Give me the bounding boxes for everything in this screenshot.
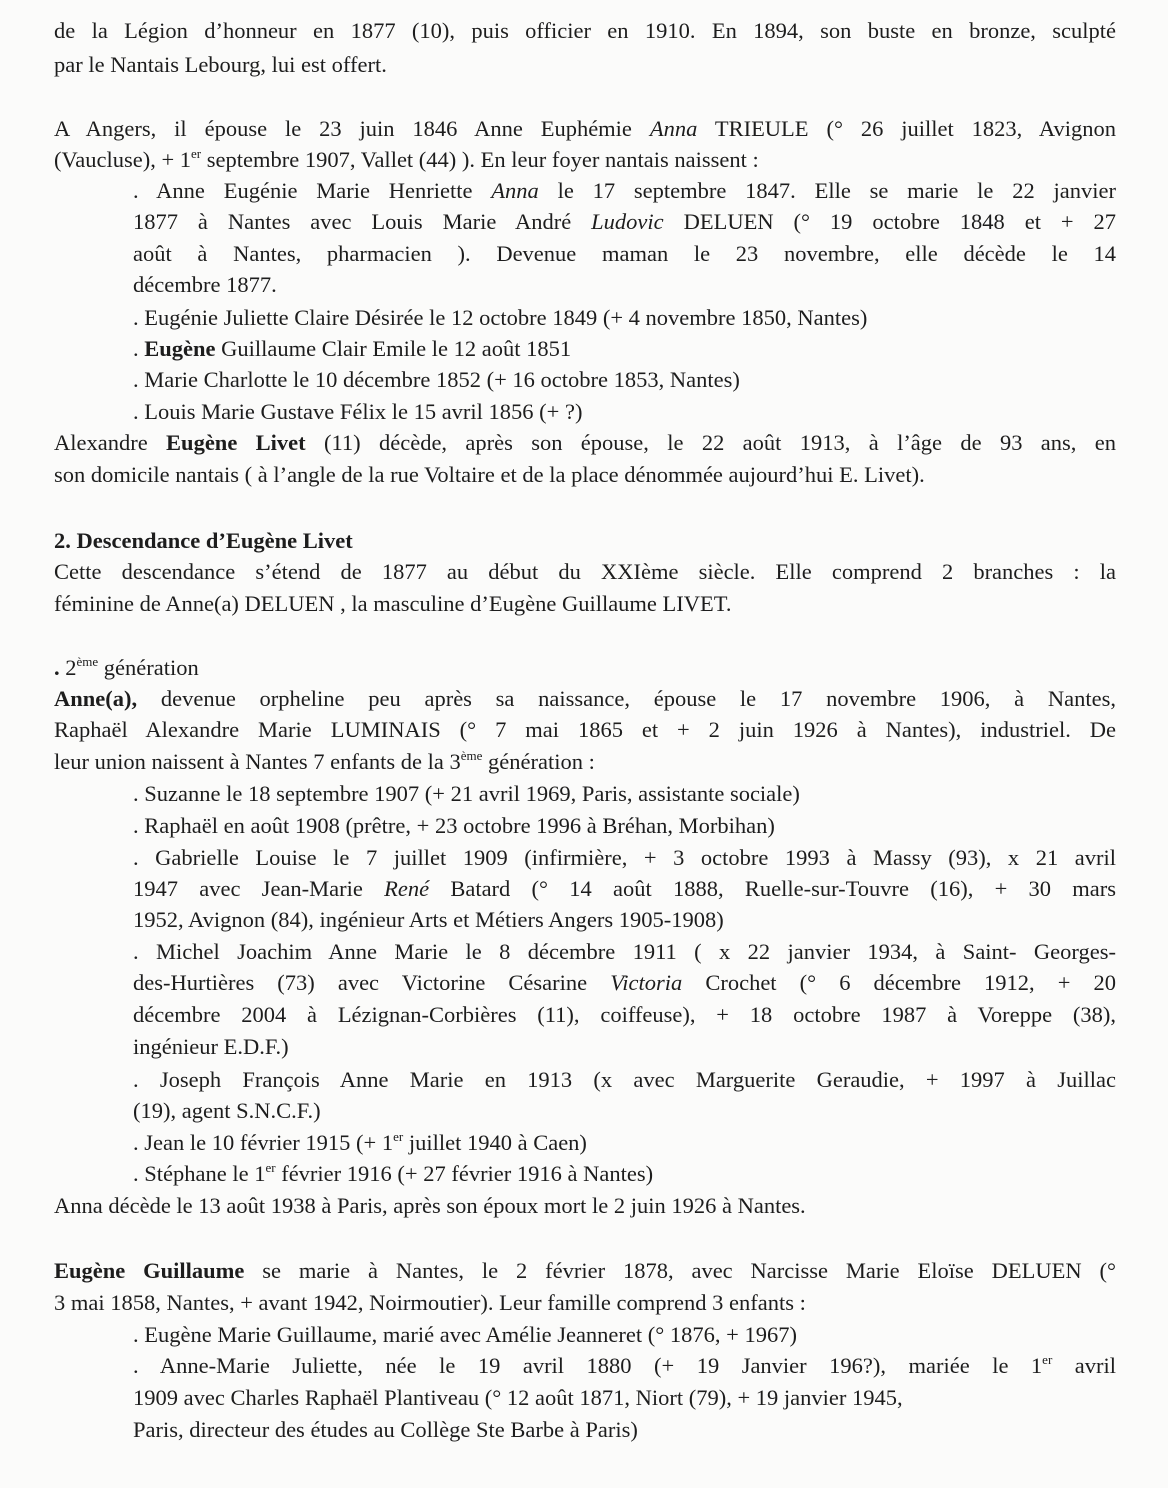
- text: août à Nantes, pharmacien ). Devenue maman le 23 novembre, elle décède le 14: [133, 241, 1116, 266]
- text: 3 mai 1858, Nantes, + avant 1942, Noirmoutier). Leur famille comprend 3 enfants :: [54, 1290, 806, 1315]
- text-line: [133, 967, 1116, 998]
- section-heading: [54, 525, 1116, 556]
- italic-name: Anna: [649, 116, 698, 141]
- child-entry: [133, 175, 1116, 206]
- generation-heading: [54, 652, 1116, 683]
- text: Batard (° 14 août 1888, Ruelle-sur-Touvre (16), + 30 mars: [429, 876, 1116, 901]
- text: devenue orpheline peu après sa naissance, épouse le 17 novembre 1906, à Nantes,: [137, 686, 1116, 711]
- text: . Anne-Marie Juliette, née le 19 avril 1880 (+ 19 Janvier 196?), mariée le 1: [133, 1353, 1043, 1378]
- bold-name: Eugène Guillaume: [54, 1258, 245, 1283]
- text: .: [133, 336, 145, 361]
- text: 1952, Avignon (84), ingénieur Arts et Métiers Angers 1905-1908): [133, 907, 724, 932]
- text: (Vaucluse), + 1: [54, 147, 192, 172]
- child-entry: [133, 302, 1116, 333]
- italic-name: Victoria: [610, 970, 683, 995]
- text: son domicile nantais ( à l’angle de la rue Voltaire et de la place dénommée aujourd’hui E. Livet).: [54, 462, 925, 487]
- text: génération :: [482, 749, 595, 774]
- child-entry: [133, 778, 1116, 809]
- text-line: [54, 113, 1116, 144]
- text: . Michel Joachim Anne Marie le 8 décembre 1911 ( x 22 janvier 1934, à Saint- Georges-: [133, 939, 1116, 964]
- text: décembre 1877.: [133, 272, 277, 297]
- bullet: .: [54, 655, 66, 680]
- child-entry: [133, 842, 1116, 873]
- text: A Angers, il épouse le 23 juin 1846 Anne Euphémie: [54, 116, 650, 141]
- text: 1877 à Nantes avec Louis Marie André: [133, 209, 592, 234]
- child-entry: [133, 936, 1116, 967]
- child-entry: [133, 396, 1116, 427]
- text-line: [54, 683, 1116, 714]
- text-line: [133, 269, 1116, 300]
- text-line: [54, 1255, 1116, 1286]
- text-line: [133, 238, 1116, 269]
- text: septembre 1907, Vallet (44) ). En leur foyer nantais naissent :: [201, 147, 759, 172]
- text: DELUEN (° 19 octobre 1848 et + 27: [663, 209, 1116, 234]
- child-entry: [133, 1350, 1116, 1381]
- child-entry: [133, 1064, 1116, 1095]
- superscript: ème: [76, 654, 99, 669]
- child-entry: [133, 333, 1116, 364]
- superscript: er: [191, 146, 202, 161]
- text: . Marie Charlotte le 10 décembre 1852 (+ 16 octobre 1853, Nantes): [133, 367, 740, 392]
- text: 1909 avec Charles Raphaël Plantiveau (° 12 août 1871, Niort (79), + 19 janvier 1945,: [133, 1385, 903, 1410]
- text: Paris, directeur des études au Collège Ste Barbe à Paris): [133, 1417, 638, 1442]
- text: ingénieur E.D.F.): [133, 1034, 289, 1059]
- text: décembre 2004 à Lézignan-Corbières (11), coiffeuse), + 18 octobre 1987 à Voreppe (38),: [133, 1002, 1116, 1027]
- text: Crochet (° 6 décembre 1912, + 20: [682, 970, 1116, 995]
- text: juillet 1940 à Caen): [403, 1130, 587, 1155]
- text-line: [133, 873, 1116, 904]
- text: des-Hurtières (73) avec Victorine Césarine: [133, 970, 611, 995]
- text: Anna décède le 13 août 1938 à Paris, après son époux mort le 2 juin 1926 à Nantes.: [54, 1193, 806, 1218]
- text: génération: [98, 655, 199, 680]
- text-line: [133, 1414, 1116, 1445]
- text: (19), agent S.N.C.F.): [133, 1098, 321, 1123]
- superscript: er: [393, 1129, 404, 1144]
- bold-name: Anne(a),: [54, 686, 138, 711]
- text: . Jean le 10 février 1915 (+ 1: [133, 1130, 394, 1155]
- child-entry: [133, 810, 1116, 841]
- superscript: er: [1042, 1352, 1053, 1367]
- child-entry: [133, 364, 1116, 395]
- text-line: [54, 746, 1116, 777]
- text: . Eugénie Juliette Claire Désirée le 12 octobre 1849 (+ 4 novembre 1850, Nantes): [133, 305, 868, 330]
- text-line: [54, 1287, 1116, 1318]
- superscript: er: [265, 1160, 276, 1175]
- text: février 1916 (+ 27 février 1916 à Nantes): [275, 1161, 654, 1186]
- text-line: [54, 1190, 1116, 1221]
- text: avril: [1052, 1353, 1116, 1378]
- text: 2: [65, 655, 77, 680]
- text: TRIEULE (° 26 juillet 1823, Avignon: [697, 116, 1116, 141]
- italic-name: Ludovic: [591, 209, 664, 234]
- text-line: [133, 1095, 1116, 1126]
- italic-name: Anna: [491, 178, 539, 203]
- text: . Stéphane le 1: [133, 1161, 266, 1186]
- text: (11) décède, après son épouse, le 22 août 1913, à l’âge de 93 ans, en: [305, 430, 1116, 455]
- superscript: ème: [460, 748, 483, 763]
- text: Alexandre: [54, 430, 167, 455]
- text: de la Légion d’honneur en 1877 (10), puis officier en 1910. En 1894, son buste en bronze, sculpté: [54, 18, 1116, 43]
- text-line: [54, 459, 1116, 490]
- text: . Eugène Marie Guillaume, marié avec Amélie Jeanneret (° 1876, + 1967): [133, 1322, 797, 1347]
- text-line: [54, 556, 1116, 587]
- text-line: [133, 206, 1116, 237]
- text: le 17 septembre 1847. Elle se marie le 22 janvier: [538, 178, 1116, 203]
- child-entry: [133, 1158, 1116, 1189]
- child-entry: [133, 1319, 1116, 1350]
- text: . Suzanne le 18 septembre 1907 (+ 21 avril 1969, Paris, assistante sociale): [133, 781, 800, 806]
- bold-name: Eugène: [144, 336, 216, 361]
- text: Cette descendance s’étend de 1877 au début du XXIème siècle. Elle comprend 2 branches : la: [54, 559, 1116, 584]
- text: 1947 avec Jean-Marie: [133, 876, 385, 901]
- text: se marie à Nantes, le 2 février 1878, avec Narcisse Marie Eloïse DELUEN (°: [244, 1258, 1116, 1283]
- text-line: [54, 588, 1116, 619]
- text: . Gabrielle Louise le 7 juillet 1909 (infirmière, + 3 octobre 1993 à Massy (93), x 21 avril: [133, 845, 1116, 870]
- bold-name: Eugène Livet: [166, 430, 306, 455]
- text-line: [133, 1382, 1116, 1413]
- text-line: [54, 15, 1116, 46]
- text: leur union naissent à Nantes 7 enfants de la 3: [54, 749, 461, 774]
- text: Raphaël Alexandre Marie LUMINAIS (° 7 mai 1865 et + 2 juin 1926 à Nantes), industriel. De: [54, 717, 1116, 742]
- text-line: [133, 1031, 1116, 1062]
- text-line: [54, 144, 1116, 175]
- italic-name: René: [384, 876, 430, 901]
- text-line: [54, 49, 1116, 80]
- text: . Raphaël en août 1908 (prêtre, + 23 octobre 1996 à Bréhan, Morbihan): [133, 813, 775, 838]
- text: . Anne Eugénie Marie Henriette: [133, 178, 492, 203]
- text: . Louis Marie Gustave Félix le 15 avril 1856 (+ ?): [133, 399, 583, 424]
- text-line: [54, 714, 1116, 745]
- text: . Joseph François Anne Marie en 1913 (x avec Marguerite Geraudie, + 1997 à Juillac: [133, 1067, 1116, 1092]
- child-entry: [133, 1127, 1116, 1158]
- heading-text: 2. Descendance d’Eugène Livet: [54, 528, 353, 553]
- text-line: [133, 904, 1116, 935]
- text-line: [54, 427, 1116, 458]
- text: par le Nantais Lebourg, lui est offert.: [54, 52, 387, 77]
- text: féminine de Anne(a) DELUEN , la masculine d’Eugène Guillaume LIVET.: [54, 591, 732, 616]
- text: Guillaume Clair Emile le 12 août 1851: [215, 336, 572, 361]
- text-line: [133, 999, 1116, 1030]
